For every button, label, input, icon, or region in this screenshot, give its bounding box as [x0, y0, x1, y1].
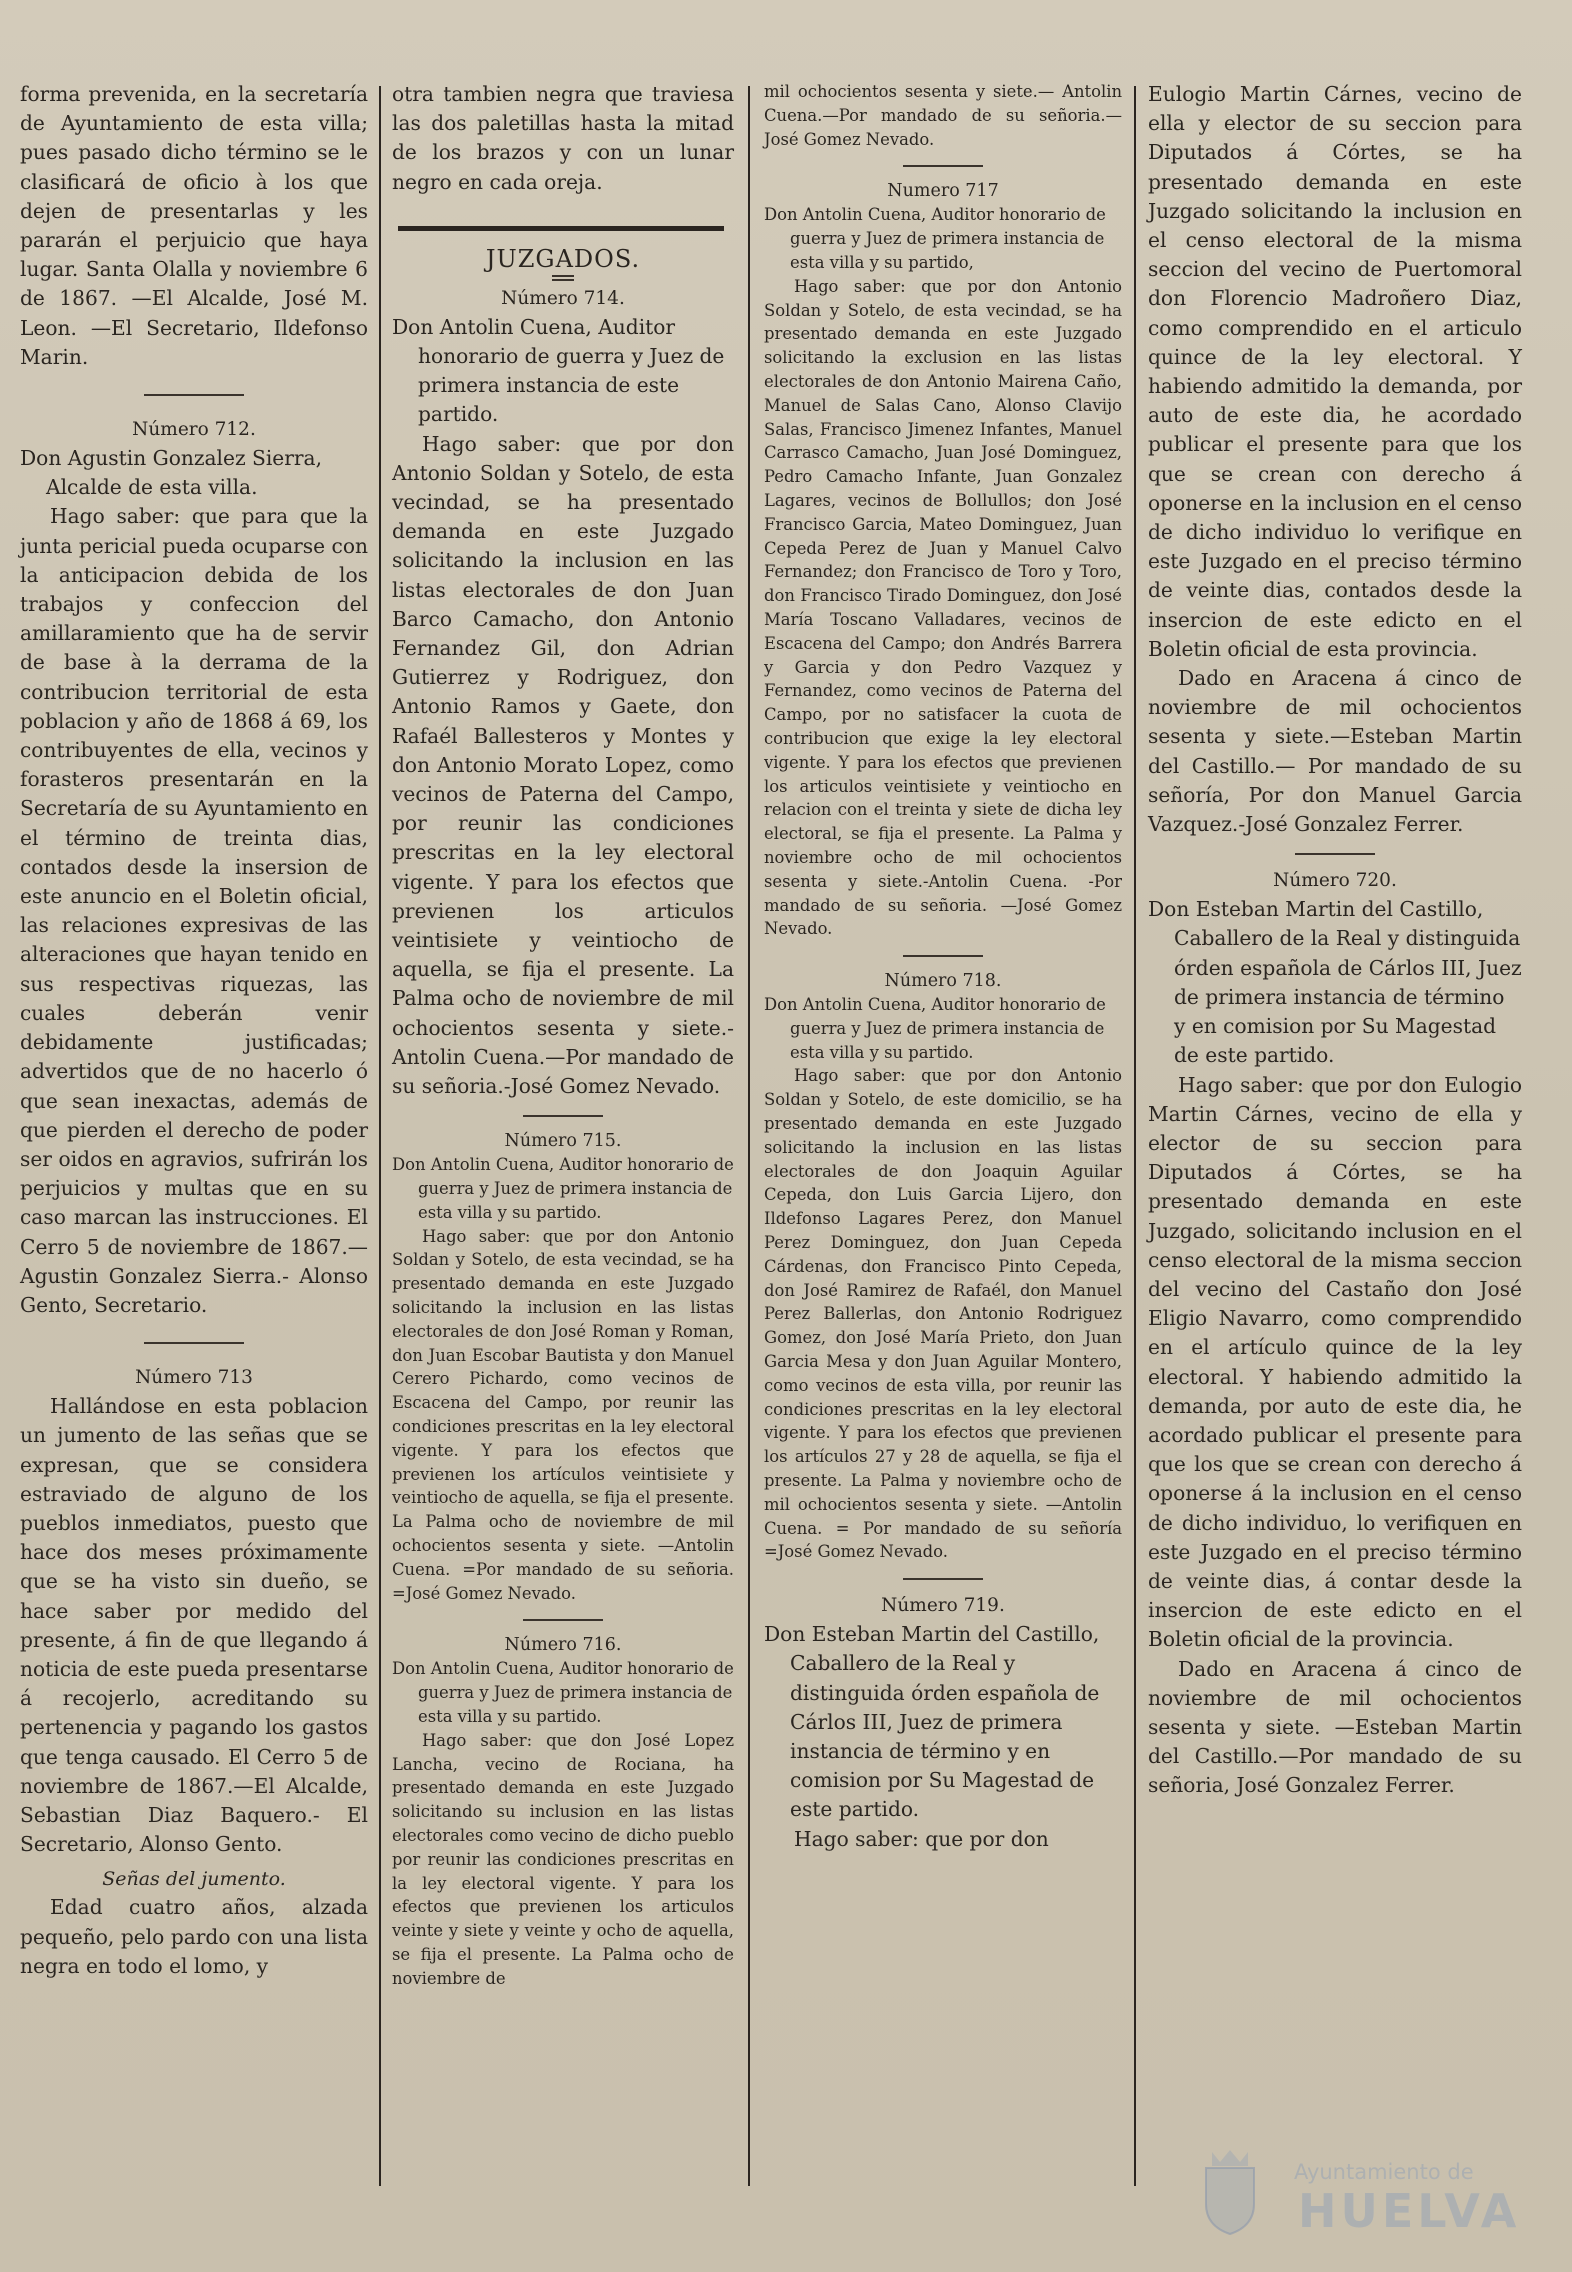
notice-720-body: Hago saber: que por don Eulogio Martin Cárnes, vecino de ella y elector de su seccion para Diputados á Córtes, se ha presentado demanda en este Juzgado, solicitando inclusion en el censo electoral de la misma seccion del vecino del Castaño don José Eligio Navarro, como comprendido en el artículo quince de la ley electoral. Y habiendo admitido la demanda, por auto de este dia, he acordado publicar el presente para que los que se crean con derecho á oponerse á la inclusion en el censo de dicho individuo, lo verifiquen en este Juzgado en el preciso término de veinte dias, á contar desde la insercion de este edicto en el Boletin oficial de la provincia. — [1148, 1072, 1522, 1652]
notice-continuation: otra tambien negra que traviesa las dos paletillas hasta la mitad de los brazos y con un lunar negro en cada oreja. — [392, 82, 734, 194]
notice-717-body: Hago saber: que por don Antonio Soldan y Sotelo, de esta vecindad, se ha presentado demanda en este Juzgado solicitando la exclusion en las listas electorales de don Antonio Mairena Caño, Manuel de Salas Cano, Alonso Clavijo Salas, Francisco Jimenez Infantes, Manuel Carrasco Camacho, Juan José Dominguez, Pedro Camacho Infante, Juan Gonzalez Lagares, vecinos de Bollullos; don José Francisco Garcia, Mateo Dominguez, Juan Cepeda Perez de Juan y Manuel Calvo Fernandez; don Francisco de Toro y Toro, don Francisco Tirado Dominguez, don José María Toscano Valladares, vecinos de Escacena del Campo; don Andrés Barrera y Garcia y don Pedro Vazquez y Fernandez, como vecinos de Paterna del Campo, por no satisfacer la cuota de contribucion que exige la ley electoral vigente. Y para los efectos que previenen los articulos veintisiete y veintiocho en relacion con el treinta y siete de dicha ley electoral, se fija el presente. La Palma y noviembre ocho de mil ochocientos sesenta y siete.-Antolin Cuena. -Por mandado de su señoria. —José Gomez Nevado. — [764, 276, 1122, 939]
notice-number-718: Número 718. — [884, 971, 1002, 992]
notice-720-heading: Don Esteban Martin del Castillo, Caballero de la Real y distinguida órden española de Cárlos III, Juez de primera instancia de término y en comision por Su Magestad de este partido. — [1148, 897, 1522, 1068]
column-rule — [748, 86, 750, 2186]
notice-number-717: Numero 717 — [887, 181, 999, 202]
notice-714-heading: Don Antolin Cuena, Auditor honorario de guerra y Juez de primera instancia de este partido. — [392, 314, 725, 427]
column-1 — [20, 80, 368, 1981]
notice-number-712: Número 712. — [132, 419, 256, 441]
divider — [523, 1619, 603, 1621]
divider — [144, 394, 244, 396]
notice-number-713: Número 713 — [135, 1367, 253, 1389]
notice-number-716: Número 716. — [504, 1635, 622, 1656]
notice-713-description: Edad cuatro años, alzada pequeño, pelo pardo con una lista negra en todo el lomo, y — [20, 1895, 368, 1978]
watermark-line-1: Ayuntamiento de — [1294, 2160, 1474, 2184]
column-rule — [1134, 86, 1136, 2186]
notice-719-body: Hago saber: que por don — [794, 1826, 1049, 1851]
divider — [1295, 853, 1375, 855]
double-rule — [552, 275, 574, 281]
column-4 — [1148, 80, 1522, 1801]
notice-715-heading: Don Antolin Cuena, Auditor honorario de guerra y Juez de primera instancia de esta villa y su partido. — [392, 1155, 734, 1222]
notice-date-signature: Dado en Aracena á cinco de noviembre de mil ochocientos sesenta y siete.—Esteban Martin del Castillo.— Por mandado de su señoría, Por don Manuel Garcia Vazquez.-José Gonzalez Ferrer. — [1148, 666, 1522, 837]
notice-continuation: forma prevenida, en la secretaría de Ayuntamiento de esta villa; pues pasado dicho término se le clasificará de oficio à los que dejen de presentarlas y les pararán el perjuicio que haya lugar. Santa Olalla y noviembre 6 de 1867. —El Alcalde, José M. Leon. —El Secretario, Ildefonso Marin. — [20, 82, 368, 369]
notice-713-body: Hallándose en esta poblacion un jumento de las señas que se expresan, que se considera estraviado de alguno de los pueblos inmediatos, puesto que hace dos meses próximamente que se ha visto sin dueño, se hace saber por medido del presente, á fin de que llegando á noticia de este pueda presentarse á recojerlo, acreditando su pertenencia y pagando los gastos que tenga causado. El Cerro 5 de noviembre de 1867.—El Alcalde, Sebastian Diaz Baquero.- El Secretario, Alonso Gento. — [20, 1394, 368, 1857]
notice-720-date-signature: Dado en Aracena á cinco de noviembre de mil ochocientos sesenta y siete. —Esteban Martin del Castillo.—Por mandado de su señoria, José Gonzalez Ferrer. — [1148, 1656, 1522, 1798]
notice-714-body: Hago saber: que por don Antonio Soldan y Sotelo, de esta vecindad, se ha presentado demanda en este Juzgado solicitando la inclusion en las listas electorales de don Juan Barco Camacho, don Antonio Fernandez Gil, don Adrian Gutierrez y Rodriguez, don Antonio Ramos y Gaete, don Rafaél Ballesteros y Montes y don Antonio Morato Lopez, como vecinos de Paterna del Campo, por reunir las condiciones prescritas en la ley electoral vigente. Y para los efectos que previenen los articulos veintisiete y veintiocho de aquella, se fija el presente. La Palma ocho de noviembre de mil ochocientos sesenta y siete.-Antolin Cuena.—Por mandado de su señoria.-José Gomez Nevado. — [392, 431, 734, 1099]
watermark-line-2: HUELVA — [1298, 2184, 1521, 2238]
notice-number-715: Número 715. — [504, 1131, 622, 1152]
notice-718-body: Hago saber: que por don Antonio Soldan y Sotelo, de este domicilio, se ha presentado demanda en este Juzgado solicitando la inclusion en las listas electorales de don Joaquin Aguilar Cepeda, don Luis Garcia Lijero, don Ildefonso Lagares Perez, don Manuel Perez Dominguez, don Juan Cepeda Cárdenas, don Francisco Pinto Cepeda, don José Ramirez de Rafaél, don Manuel Perez Ballerlas, don Antonio Rodriguez Gomez, don José María Prieto, don Juan Garcia Mesa y don Juan Aguilar Montero, como vecinos de esta villa, por reunir las condiciones prescritas en la ley electoral vigente. Y para los efectos que previenen los artículos 27 y 28 de aquella, se fija el presente. La Palma y noviembre ocho de mil ochocientos sesenta y siete. —Antolin Cuena. = Por mandado de su señoría =José Gomez Nevado. — [764, 1066, 1122, 1562]
crest-icon — [1198, 2146, 1262, 2236]
divider — [523, 1115, 603, 1117]
notice-719-heading: Don Esteban Martin del Castillo, Caballero de la Real y distinguida órden española de Cárlos III, Juez de primera instancia de término y en comision por Su Magestad de este partido. — [764, 1622, 1100, 1822]
divider — [903, 955, 983, 957]
column-2 — [392, 80, 734, 1991]
divider — [144, 1342, 244, 1344]
notice-continuation: Eulogio Martin Cárnes, vecino de ella y elector de su seccion para Diputados á Córtes, se ha presentado demanda en este Juzgado solicitando la inclusion en el censo electoral de la misma seccion del vecino de Puertomoral don Florencio Madroñero Diaz, como comprendido en el articulo quince de la ley electoral. Y habiendo admitido la demanda, por auto de este dia, he acordado publicar el presente para que los que se crean con derecho á oponerse en la inclusion en el censo de dicho individuo lo verifique en este Juzgado en el preciso término de veinte dias, contados desde la insercion de este edicto en el Boletin oficial de esta provincia. — [1148, 82, 1522, 661]
column-3 — [764, 80, 1122, 1854]
notice-continuation: mil ochocientos sesenta y siete.— Antolin Cuena.—Por mandado de su señoria.— José Gomez Nevado. — [764, 82, 1122, 149]
notice-718-heading: Don Antolin Cuena, Auditor honorario de guerra y Juez de primera instancia de esta villa y su partido. — [764, 995, 1106, 1062]
notice-717-heading: Don Antolin Cuena, Auditor honorario de guerra y Juez de primera instancia de esta villa y su partido, — [764, 205, 1106, 272]
notice-number-719: Número 719. — [881, 1595, 1005, 1617]
notice-716-heading: Don Antolin Cuena, Auditor honorario de guerra y Juez de primera instancia de esta villa y su partido. — [392, 1659, 734, 1727]
notice-number-720: Número 720. — [1273, 870, 1397, 892]
divider — [903, 1578, 983, 1580]
notice-713-subheading: Señas del jumento. — [102, 1868, 286, 1891]
notice-716-body: Hago saber: que don José Lopez Lancha, vecino de Rociana, ha presentado demanda en este Juzgado solicitando su inclusion en las listas electorales como vecino de dicho pueblo por reunir las condiciones prescritas en la ley electoral vigente. Y para los efectos que previenen los articulos veinte y siete y veinte y ocho de aquella, se fija el presente. La Palma ocho de noviembre de — [392, 1730, 734, 1988]
notice-number-714: Número 714. — [501, 287, 625, 309]
notice-712-heading: Don Agustin Gonzalez Sierra, Alcalde de esta villa. — [20, 446, 323, 500]
column-rule — [379, 86, 381, 2186]
notice-715-body: Hago saber: que por don Antonio Soldan y Sotelo, de esta vecindad, se ha presentado demanda en este Juzgado solicitando la inclusion en las listas electorales de don José Roman y Roman, don Juan Escobar Bautista y don Manuel Cerero Pichardo, como vecinos de Escacena del Campo, por reunir las condiciones prescritas en la ley electoral vigente. Y para los efectos que previenen los artículos veintisiete y veintiocho de aquella, se fija el presente. La Palma ocho de noviembre de mil ochocientos sesenta y siete. —Antolin Cuena. =Por mandado de su señoria. =José Gomez Nevado. — [392, 1226, 734, 1603]
section-heading-juzgados: JUZGADOS. — [485, 244, 641, 273]
notice-712-body: Hago saber: que para que la junta pericial pueda ocuparse con la anticipacion debida de los trabajos y confeccion del amillaramiento que ha de servir de base à la derrama de la contribucion territorial de esta poblacion y año de 1868 á 69, los contribuyentes de ella, vecinos y forasteros presentarán en la Secretaría de su Ayuntamiento en el término de treinta dias, contados desde la insersion de este anuncio en el Boletin oficial, las relaciones expresivas de las alteraciones que hayan tenido en sus respectivas riquezas, las cuales deberán venir debidamente justificadas; advertidos que de no hacerlo ó que sean inexactas, además de que pierden el derecho de poder ser oidos en agravios, sufrirán los perjuicios y multas que en su caso marcan las instrucciones. El Cerro 5 de noviembre de 1867.—Agustin Gonzalez Sierra.- Alonso Gento, Secretario. — [20, 504, 368, 1317]
archive-watermark — [1198, 2140, 1528, 2250]
divider — [903, 165, 983, 167]
